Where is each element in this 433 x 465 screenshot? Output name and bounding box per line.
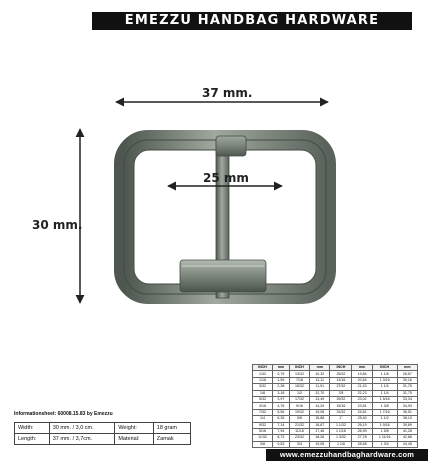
conversion-cell: 34,93 [397,403,417,409]
conversion-cell: 9,53 [272,441,289,447]
conversion-cell: 1 3/4 [372,441,397,447]
info-cell: 18 gram [153,423,190,434]
conversion-table [252,364,418,448]
conversion-cell: 1 1/8 [372,371,397,377]
conversion-cell: 9/16 [289,403,309,409]
conversion-cell: 31,75 [397,384,417,390]
conversion-cell: 39,69 [397,422,417,428]
conversion-cell: 1 1/8 [330,441,352,447]
conversion-cell: 27/32 [330,384,352,390]
info-row [15,434,191,445]
conversion-cell: 3/16 [253,403,273,409]
conversion-cell: 17,46 [310,428,330,434]
conversion-cell: 15,88 [310,416,330,422]
conversion-cell: 0,79 [272,371,289,377]
conversion-header-cell: mm [397,365,417,371]
conversion-cell: 1 5/8 [372,428,397,434]
info-row [15,423,191,434]
conversion-cell: 21/32 [289,422,309,428]
conversion-cell: 15/16 [330,403,352,409]
conversion-header-cell: INCH [289,365,309,371]
conversion-cell: 11/16 [289,428,309,434]
conversion-cell: 41,28 [397,428,417,434]
conversion-cell: 14,29 [310,403,330,409]
conversion-row [253,441,418,447]
conversion-cell: 7,94 [272,428,289,434]
conversion-cell: 21,43 [352,384,372,390]
conversion-cell: 2,38 [272,384,289,390]
conversion-cell: 1 9/16 [372,422,397,428]
conversion-cell: 16,67 [310,422,330,428]
conversion-cell: 13/16 [330,377,352,383]
conversion-cell: 22,23 [352,390,372,396]
conversion-header-cell: INCH [372,365,397,371]
website-footer[interactable]: www.emezzuhandbaghardware.com [266,449,428,461]
conversion-cell: 11,11 [310,377,330,383]
conversion-cell: 1" [330,416,352,422]
conversion-cell: 19,84 [352,371,372,377]
conversion-cell: 1/2 [289,390,309,396]
conversion-cell: 12,70 [310,390,330,396]
conversion-cell: 23,81 [352,403,372,409]
conversion-cell: 3,18 [272,390,289,396]
conversion-cell: 28,58 [352,441,372,447]
conversion-cell: 26,19 [352,422,372,428]
conversion-cell: 31,75 [397,390,417,396]
conversion-cell: 33,34 [397,396,417,402]
conversion-cell: 23/32 [289,435,309,441]
conversion-cell: 27,78 [352,435,372,441]
conversion-cell: 9/32 [253,422,273,428]
conversion-cell: 8,73 [272,435,289,441]
width-label: 37 mm. [202,86,253,100]
conversion-header-cell: mm [310,365,330,371]
conversion-header-cell: mm [272,365,289,371]
info-cell: Zamak [153,434,190,445]
info-cell: Material: [115,434,153,445]
conversion-cell: 11,91 [310,384,330,390]
inner-width-label: 25 mm [203,171,249,185]
conversion-cell: 1 7/16 [372,409,397,415]
conversion-cell: 1,59 [272,377,289,383]
conversion-cell: 13/32 [289,371,309,377]
conversion-cell: 3,97 [272,396,289,402]
conversion-cell: 1/32 [253,371,273,377]
conversion-cell: 7,14 [272,422,289,428]
info-sheet-title: Informationsheet: 60008.15.83 by Emezzu [14,411,113,417]
conversion-cell: 25,40 [352,416,372,422]
conversion-cell: 1/4 [253,416,273,422]
conversion-cell: 5/16 [253,428,273,434]
conversion-cell: 7/16 [289,377,309,383]
conversion-cell: 24,61 [352,409,372,415]
conversion-cell: 23,02 [352,396,372,402]
buckle-prong [216,136,246,156]
conversion-cell: 5,56 [272,409,289,415]
conversion-header-cell: INCH [253,365,273,371]
conversion-cell: 6,35 [272,416,289,422]
conversion-cell: 15,08 [310,409,330,415]
conversion-cell: 19,05 [310,441,330,447]
conversion-cell: 1 3/32 [330,435,352,441]
conversion-cell: 1 1/32 [330,422,352,428]
height-label: 30 mm. [32,218,83,232]
info-cell: 30 mm. / 3,0 cm. [49,423,115,434]
conversion-cell: 11/32 [253,435,273,441]
conversion-cell: 3/8 [253,441,273,447]
conversion-header-cell: INCH [330,365,352,371]
conversion-cell: 3/4 [289,441,309,447]
brand-header: EMEZZU HANDBAG HARDWARE [92,12,412,30]
info-cell: Width: [15,423,50,434]
conversion-cell: 1 1/4 [372,390,397,396]
info-cell: 37 mm. / 3,7cm. [49,434,115,445]
conversion-cell: 42,86 [397,435,417,441]
conversion-cell: 1 3/16 [372,377,397,383]
conversion-cell: 7/8 [330,390,352,396]
conversion-cell: 1 1/2 [372,416,397,422]
conversion-cell: 20,64 [352,377,372,383]
conversion-cell: 1 11/16 [372,435,397,441]
conversion-cell: 1 1/16 [330,428,352,434]
conversion-cell: 28,57 [397,371,417,377]
conversion-cell: 1 5/16 [372,396,397,402]
conversion-cell: 1/8 [253,390,273,396]
conversion-cell: 17/32 [289,396,309,402]
info-table [14,422,191,445]
conversion-cell: 18,26 [310,435,330,441]
conversion-cell: 30,16 [397,377,417,383]
buckle-roller [180,260,266,292]
conversion-cell: 36,51 [397,409,417,415]
conversion-cell: 1 3/8 [372,403,397,409]
conversion-cell: 38,10 [397,416,417,422]
conversion-cell: 25/32 [330,371,352,377]
conversion-cell: 5/32 [253,396,273,402]
conversion-cell: 4,76 [272,403,289,409]
conversion-cell: 7/32 [253,409,273,415]
conversion-cell: 15/32 [289,384,309,390]
conversion-cell: 13,49 [310,396,330,402]
conversion-cell: 31/32 [330,409,352,415]
info-cell: Weight: [115,423,153,434]
conversion-cell: 1/16 [253,377,273,383]
conversion-cell: 10,32 [310,371,330,377]
conversion-cell: 19/32 [289,409,309,415]
conversion-cell: 26,99 [352,428,372,434]
conversion-header-cell: mm [352,365,372,371]
info-cell: Length: [15,434,50,445]
conversion-cell: 29/32 [330,396,352,402]
conversion-cell: 1 1/4 [372,384,397,390]
conversion-cell: 44,45 [397,441,417,447]
conversion-cell: 3/32 [253,384,273,390]
conversion-cell: 5/8 [289,416,309,422]
conversion-body [253,371,418,448]
